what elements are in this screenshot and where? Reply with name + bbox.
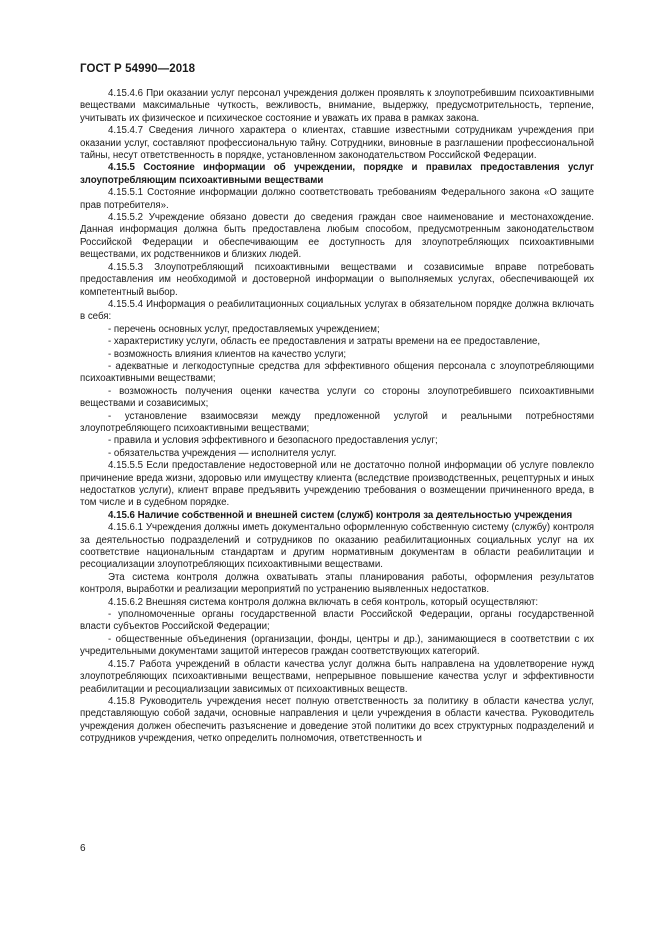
paragraph: 4.15.4.7 Сведения личного характера о клиентах, ставшие известными сотрудникам учреждения при оказании услуг, составляют профессиональную тайну. Сотрудники, виновные в разглашении профессиональной тайны, несут ответственность в порядке, установленном законодательством Российской Федерации. — [80, 125, 594, 162]
paragraph: 4.15.5.3 Злоупотребляющий психоактивными веществами и созависимые вправе потребовать предоставления им необходимой и достоверной информации о выполняемых услугах, обеспечивающей их компетентный выбор. — [80, 261, 594, 298]
paragraph: 4.15.5.1 Состояние информации должно соответствовать требованиям Федерального закона «О защите прав потребителя». — [80, 187, 594, 211]
list-item: - адекватные и легкодоступные средства для эффективного общения персонала с злоупотребляющими психоактивными веществами; — [80, 360, 594, 385]
paragraph: 4.15.5.2 Учреждение обязано довести до сведения граждан свое наименование и местонахождение. Данная информация должна быть предоставлена любым способом, предусмотренным законодательством Российской Федерации и обеспечивающим ее доступность для злоупотребляющих психоактивными веществами, их родственников и близких людей. — [80, 212, 594, 261]
paragraph: 4.15.6.2 Внешняя система контроля должна включать в себя контроль, который осуществляют: — [108, 596, 539, 608]
document-body — [80, 88, 594, 746]
list-item: - возможность влияния клиентов на качество услуги; — [108, 348, 347, 360]
paragraph: Эта система контроля должна охватывать этапы планирования работы, оформления результатов контроля, выработки и реализации мероприятий по устранению выявленных недостатков. — [80, 571, 594, 596]
list-item: - перечень основных услуг, предоставляемых учреждением; — [108, 323, 380, 335]
paragraph: 4.15.7 Работа учреждений в области качества услуг должна быть направлена на удовлетворение нужд злоупотребляющих психоактивными веществами, непрерывное повышение качества услуг и эффективности реабилитации и ресоциализации зависимых от психоактивных веществ. — [80, 658, 594, 695]
list-item: - уполномоченные органы государственной власти Российской Федерации, органы государственной власти субъектов Российской Федерации; — [80, 609, 594, 633]
standard-header: ГОСТ Р 54990—2018 — [80, 63, 196, 75]
paragraph: 4.15.5.5 Если предоставление недостоверной или не достаточно полной информации об услуге повлекло причинение вреда жизни, здоровью или имуществу клиента (вследствие производственных, рецептурных и иных недостатков услуги), клиент вправе предъявить учреждению требования о возмещении причиненного вреда, в том числе и в судебном порядке. — [80, 460, 594, 509]
paragraph: 4.15.5.4 Информация о реабилитационных социальных услугах в обязательном порядке должна включать в себя: — [80, 298, 594, 323]
paragraph: 4.15.6.1 Учреждения должны иметь документально оформленную собственную систему (службу) контроля за деятельностью подразделений и сотрудников по оказанию реабилитационных социальных услуг на их соответствие национальным стандартам и другим нормативным документам в области реабилитации и ресоциализации злоупотребляющих психоактивными веществами. — [80, 522, 594, 571]
list-item: - правила и условия эффективного и безопасного предоставления услуг; — [108, 435, 438, 447]
page-number: 6 — [80, 843, 86, 854]
list-item: - установление взаимосвязи между предложенной услугой и реальными потребностями злоупотребляющего психоактивными веществами; — [80, 410, 594, 434]
section-heading: 4.15.6 Наличие собственной и внешней систем (служб) контроля за деятельностью учреждения — [108, 509, 573, 521]
list-item: - возможность получения оценки качества услуги со стороны злоупотребившего психоактивными веществами и созависимых; — [80, 385, 594, 410]
paragraph: 4.15.8 Руководитель учреждения несет полную ответственность за политику в области качества услуг, представляющую собой задачи, основные направления и цели учреждения в области качества. Руководитель учреждения должен обеспечить разъяснение и доведение этой политики до всех структурных подразделений и сотрудников учреждения, четко определить полномочия, ответственность и — [80, 695, 594, 745]
list-item: - характеристику услуги, область ее предоставления и затраты времени на ее предоставление, — [108, 336, 541, 348]
paragraph: 4.15.4.6 При оказании услуг персонал учреждения должен проявлять к злоупотребившим психоактивными веществами максимальные чуткость, вежливость, внимание, выдержку, предусмотрительность, терпение, учитывать их физическое и психическое состояние и уважать их права в рамках закона. — [80, 88, 594, 124]
list-item: - обязательства учреждения — исполнителя услуг. — [108, 447, 337, 459]
list-item: - общественные объединения (организации, фонды, центры и др.), занимающиеся в соответствии с их учредительными документами защитой интересов граждан соответствующих категорий. — [80, 633, 594, 658]
section-heading: 4.15.5 Состояние информации об учреждении, порядке и правилах предоставления услуг злоупотребляющим психоактивными веществами — [80, 162, 594, 186]
